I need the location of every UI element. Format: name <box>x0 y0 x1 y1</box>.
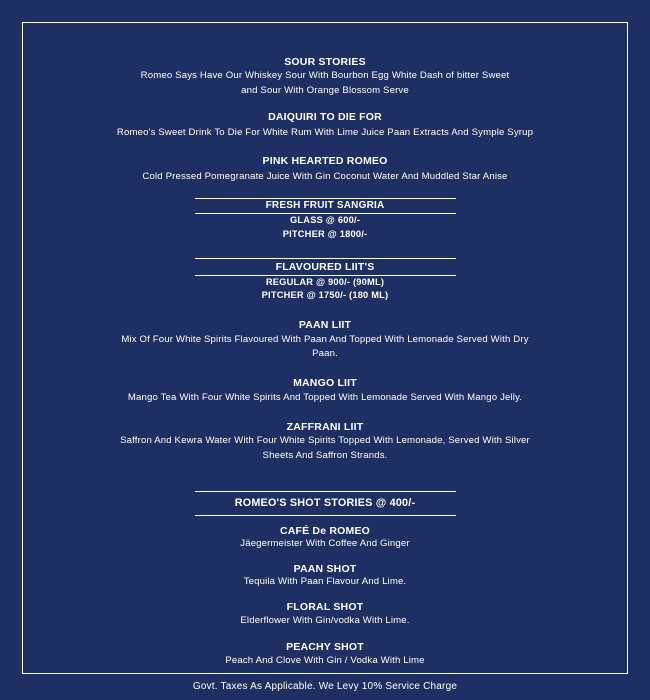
sangria-top-rule <box>195 198 456 199</box>
item-title-pink-hearted-romeo: PINK HEARTED ROMEO <box>262 155 388 167</box>
shot-stories-bottom-rule <box>195 515 456 516</box>
item-desc-pink-hearted-romeo: Cold Pressed Pomegranate Juice With Gin Coconut Water And Muddled Star Anise <box>142 170 508 182</box>
item-title-daiquiri: DAIQUIRI TO DIE FOR <box>268 111 382 123</box>
sangria-bottom-rule <box>195 213 456 214</box>
item-desc-floral-shot: Elderflower With Gin/vodka With Lime. <box>240 615 410 626</box>
item-desc-sour-stories-line2: and Sour With Orange Blossom Serve <box>241 84 409 96</box>
item-desc-sour-stories-line1: Romeo Says Have Our Whiskey Sour With Bourbon Egg White Dash of bitter Sweet <box>140 70 510 81</box>
item-title-paan-shot: PAAN SHOT <box>293 563 357 575</box>
item-desc-mango-liit: Mango Tea With Four White Spirits And Topped With Lemonade Served With Mango Jelly. <box>127 392 523 403</box>
item-title-cafe-de-romeo: CAFÉ De ROMEO <box>279 525 371 537</box>
item-desc-zaffrani-liit-line2: Sheets And Saffron Strands. <box>262 449 388 461</box>
liits-bottom-rule <box>195 275 456 276</box>
item-title-zaffrani-liit: ZAFFRANI LIIT <box>286 421 364 433</box>
price-liits-regular: REGULAR @ 900/- (90ML) <box>265 277 385 287</box>
item-desc-paan-liit-line2: Paan. <box>312 348 338 359</box>
price-sangria-glass: GLASS @ 600/- <box>289 215 361 225</box>
item-title-sour-stories: SOUR STORIES <box>284 56 366 68</box>
item-title-peachy-shot: PEACHY SHOT <box>286 641 364 653</box>
liits-top-rule <box>195 258 456 259</box>
item-title-mango-liit: MANGO LIIT <box>293 377 357 389</box>
price-sangria-pitcher: PITCHER @ 1800/- <box>282 229 368 239</box>
footer-tax-note: Govt. Taxes As Applicable. We Levy 10% Service Charge <box>192 681 458 692</box>
section-title-flavoured-liits: FLAVOURED LIIT'S <box>275 261 375 273</box>
item-title-paan-liit: PAAN LIIT <box>298 319 352 331</box>
item-desc-peachy-shot: Peach And Clove With Gin / Vodka With Lime <box>225 655 425 666</box>
section-title-shot-stories: ROMEO'S SHOT STORIES @ 400/- <box>234 497 416 509</box>
item-title-floral-shot: FLORAL SHOT <box>286 601 364 613</box>
shot-stories-top-rule <box>195 491 456 492</box>
item-desc-cafe-de-romeo: Jäegermeister With Coffee And Ginger <box>240 538 410 549</box>
item-desc-paan-liit-line1: Mix Of Four White Spirits Flavoured With Paan And Topped With Lemonade Served With Dry <box>121 333 529 345</box>
section-title-fresh-fruit-sangria: FRESH FRUIT SANGRIA <box>265 200 385 211</box>
item-desc-daiquiri: Romeo's Sweet Drink To Die For White Rum With Lime Juice Paan Extracts And Symple Syrup <box>116 127 534 138</box>
item-desc-zaffrani-liit-line1: Saffron And Kewra Water With Four White Spirits Topped With Lemonade, Served With Silver <box>120 435 530 446</box>
price-liits-pitcher: PITCHER @ 1750/- (180 ML) <box>261 290 389 300</box>
item-desc-paan-shot: Tequila With Paan Flavour And Lime. <box>243 576 407 587</box>
